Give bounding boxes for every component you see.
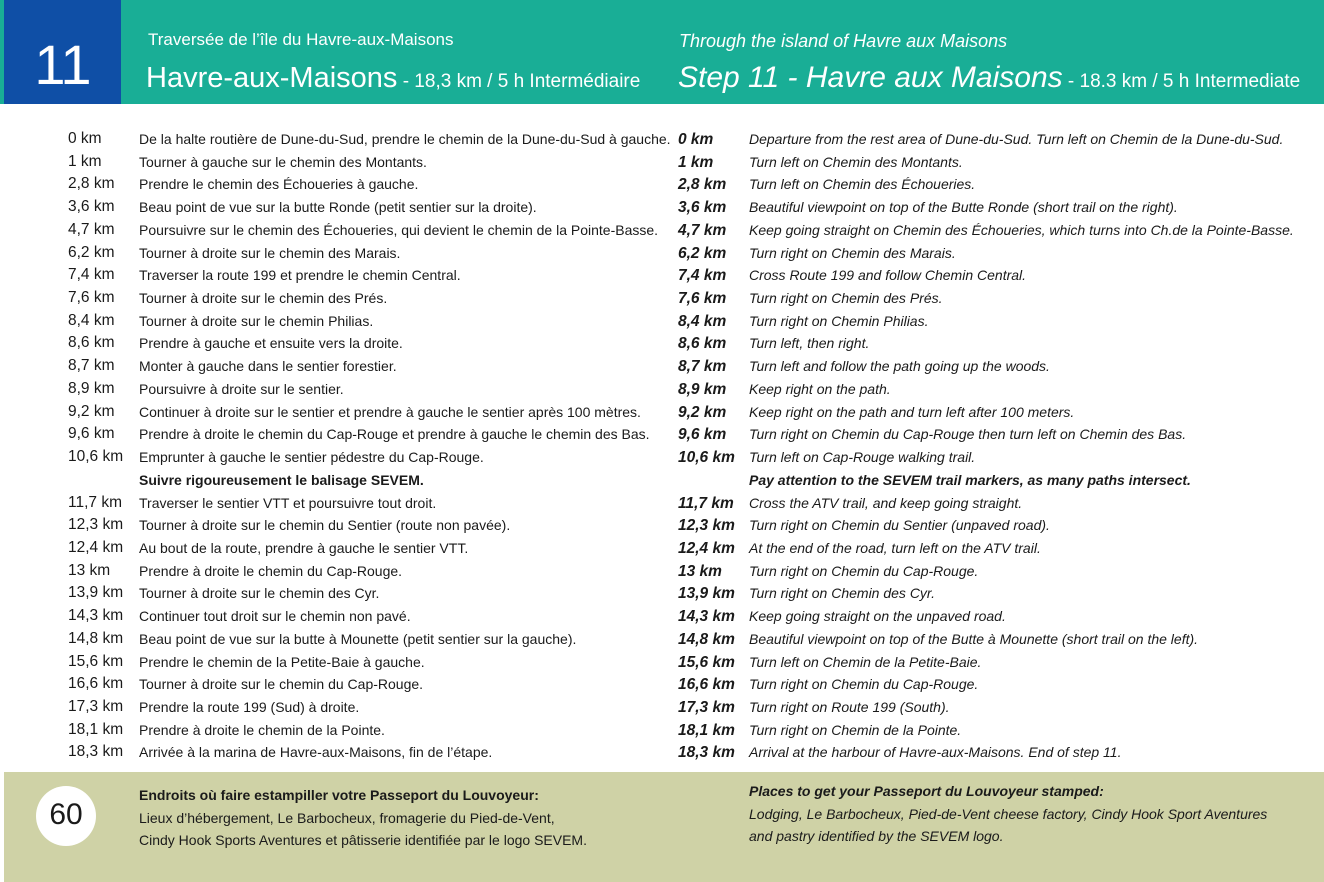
french-distance: 9,6 km <box>68 425 115 443</box>
english-instruction: Turn left on Chemin de la Petite-Baie. <box>749 653 982 670</box>
french-instruction: Tourner à droite sur le chemin Philias. <box>139 312 374 329</box>
english-instruction: Keep right on the path and turn left after 100 meters. <box>749 403 1075 420</box>
itinerary-table <box>0 128 1324 764</box>
english-instruction: Turn right on Chemin des Marais. <box>749 244 956 261</box>
step-number: 11 <box>34 33 91 96</box>
french-instruction: Tourner à droite sur le chemin du Sentier (route non pavée). <box>139 517 511 534</box>
english-instruction: Turn right on Chemin des Prés. <box>749 290 943 307</box>
english-instruction: Turn right on Chemin du Cap-Rouge then turn left on Chemin des Bas. <box>749 426 1187 443</box>
french-distance: 1 km <box>68 152 102 170</box>
french-instruction: Continuer à droite sur le sentier et prendre à gauche le sentier après 100 mètres. <box>139 403 641 420</box>
french-instruction: Prendre à droite le chemin du Cap-Rouge et prendre à gauche le chemin des Bas. <box>139 426 650 443</box>
french-distance: 7,4 km <box>68 266 115 284</box>
french-distance: 9,2 km <box>68 402 115 420</box>
french-distance: 14,3 km <box>68 607 124 625</box>
english-instruction: Departure from the rest area of Dune-du-Sud. Turn left on Chemin de la Dune-du-Sud. <box>749 131 1284 147</box>
french-distance: 6,2 km <box>68 243 115 261</box>
french-instruction: Tourner à droite sur le chemin des Marais. <box>139 244 401 261</box>
french-instruction: Monter à gauche dans le sentier forestier. <box>139 358 397 375</box>
french-distance: 17,3 km <box>68 697 124 715</box>
english-instruction: Turn right on Chemin des Cyr. <box>749 585 935 602</box>
french-distance: 8,7 km <box>68 357 115 375</box>
french-distance: 3,6 km <box>68 198 115 216</box>
french-instruction: Prendre le chemin des Échoueries à gauche. <box>139 176 419 193</box>
english-title-detail: - 18.3 km / 5 h Intermediate <box>1062 71 1301 92</box>
english-distance: 8,6 km <box>678 335 727 353</box>
itinerary-row <box>0 196 1324 219</box>
french-subtitle: Traversée de l’île du Havre-aux-Maisons <box>148 30 454 49</box>
itinerary-row <box>0 128 1324 151</box>
itinerary-row <box>0 492 1324 515</box>
itinerary-row <box>0 560 1324 583</box>
itinerary-row <box>0 537 1324 560</box>
english-stamp-line-1: Lodging, Le Barbocheux, Pied-de-Vent cheese factory, Cindy Hook Sport Aventures <box>749 805 1268 822</box>
english-distance: 13 km <box>678 562 722 580</box>
step-number-box <box>4 0 121 104</box>
french-title-detail: - 18,3 km / 5 h Intermédiaire <box>397 71 641 92</box>
french-stamp-line-2: Cindy Hook Sports Aventures et pâtisserie identifiée par le logo SEVEM. <box>139 832 587 848</box>
french-instruction: Poursuivre à droite sur le sentier. <box>139 380 344 397</box>
french-instruction: Tourner à droite sur le chemin des Prés. <box>139 290 388 307</box>
french-distance: 16,6 km <box>68 675 124 693</box>
english-instruction: Beautiful viewpoint on top of the Butte Ronde (short trail on the right). <box>749 199 1178 216</box>
french-distance: 18,3 km <box>68 743 124 761</box>
french-distance: 12,3 km <box>68 516 124 534</box>
english-instruction: Turn right on Chemin du Sentier (unpaved road). <box>749 517 1050 534</box>
french-instruction: Suivre rigoureusement le balisage SEVEM. <box>139 471 424 488</box>
itinerary-row <box>0 287 1324 310</box>
english-distance: 10,6 km <box>678 449 735 467</box>
page-number: 60 <box>49 798 83 831</box>
itinerary-row <box>0 310 1324 333</box>
english-instruction: Turn right on Chemin du Cap-Rouge. <box>749 562 979 579</box>
french-distance: 12,4 km <box>68 538 124 556</box>
english-distance: 18,1 km <box>678 721 735 739</box>
english-instruction: At the end of the road, turn left on the ATV trail. <box>749 539 1041 556</box>
itinerary-row <box>0 628 1324 651</box>
french-instruction: Prendre la route 199 (Sud) à droite. <box>139 698 360 715</box>
english-title-name: Step 11 - Havre aux Maisons <box>678 61 1063 94</box>
english-distance: 8,7 km <box>678 358 727 376</box>
english-distance: 18,3 km <box>678 744 735 762</box>
english-distance: 4,7 km <box>678 221 727 239</box>
english-instruction: Turn right on Chemin Philias. <box>749 312 929 329</box>
english-title <box>678 60 1300 100</box>
english-distance: 12,4 km <box>678 539 735 557</box>
french-instruction: Au bout de la route, prendre à gauche le sentier VTT. <box>139 539 469 556</box>
english-distance: 9,2 km <box>678 403 727 421</box>
english-instruction: Cross Route 199 and follow Chemin Central. <box>749 267 1027 284</box>
itinerary-row <box>0 173 1324 196</box>
french-instruction: Prendre à droite le chemin de la Pointe. <box>139 721 385 738</box>
french-distance: 18,1 km <box>68 720 124 738</box>
itinerary-row <box>0 469 1324 492</box>
french-distance: 7,6 km <box>68 289 115 307</box>
english-distance: 7,4 km <box>678 267 727 285</box>
french-distance: 13 km <box>68 561 111 579</box>
french-distance: 15,6 km <box>68 652 124 670</box>
french-instruction: Beau point de vue sur la butte Ronde (petit sentier sur la droite). <box>139 199 537 216</box>
french-instruction: Tourner à gauche sur le chemin des Montants. <box>139 153 427 170</box>
itinerary-row <box>0 219 1324 242</box>
french-distance: 11,7 km <box>68 493 122 511</box>
itinerary-row <box>0 355 1324 378</box>
french-stamp-info <box>139 784 587 852</box>
french-instruction: De la halte routière de Dune-du-Sud, prendre le chemin de la Dune-du-Sud à gauche. <box>139 131 671 147</box>
english-stamp-line-2: and pastry identified by the SEVEM logo. <box>749 828 1004 844</box>
french-stamp-line-1: Lieux d’hébergement, Le Barbocheux, fromagerie du Pied-de-Vent, <box>139 809 555 826</box>
itinerary-row <box>0 651 1324 674</box>
english-distance: 12,3 km <box>678 517 735 535</box>
french-instruction: Traverser le sentier VTT et poursuivre tout droit. <box>139 494 437 511</box>
itinerary-row <box>0 151 1324 174</box>
english-subtitle: Through the island of Havre aux Maisons <box>679 31 1008 51</box>
english-distance: 8,9 km <box>678 380 727 398</box>
english-instruction: Keep right on the path. <box>749 380 891 397</box>
french-instruction: Beau point de vue sur la butte à Mounette (petit sentier sur la gauche). <box>139 630 577 647</box>
french-stamp-heading: Endroits où faire estampiller votre Passeport du Louvoyeur: <box>139 787 539 803</box>
french-distance: 13,9 km <box>68 584 124 602</box>
itinerary-row <box>0 332 1324 355</box>
itinerary-row <box>0 423 1324 446</box>
itinerary-row <box>0 264 1324 287</box>
itinerary-row <box>0 673 1324 696</box>
itinerary-row <box>0 605 1324 628</box>
english-distance: 17,3 km <box>678 698 735 716</box>
french-distance: 2,8 km <box>68 175 115 193</box>
english-instruction: Pay attention to the SEVEM trail markers, as many paths intersect. <box>749 471 1191 488</box>
french-instruction: Continuer tout droit sur le chemin non pavé. <box>139 608 411 625</box>
english-stamp-info <box>749 780 1267 848</box>
french-instruction: Prendre le chemin de la Petite-Baie à gauche. <box>139 653 425 670</box>
english-instruction: Turn left, then right. <box>749 335 870 352</box>
itinerary-row <box>0 242 1324 265</box>
english-instruction: Turn left on Chemin des Échoueries. <box>749 176 976 193</box>
english-distance: 3,6 km <box>678 199 727 217</box>
english-instruction: Turn right on Chemin du Cap-Rouge. <box>749 676 979 693</box>
french-instruction: Prendre à droite le chemin du Cap-Rouge. <box>139 562 403 579</box>
page-header <box>0 0 1324 104</box>
english-instruction: Keep going straight on the unpaved road. <box>749 608 1006 625</box>
french-instruction: Prendre à gauche et ensuite vers la droite. <box>139 335 403 352</box>
french-instruction: Tourner à droite sur le chemin du Cap-Rouge. <box>139 676 424 693</box>
itinerary-row <box>0 741 1324 764</box>
french-instruction: Arrivée à la marina de Havre-aux-Maisons, fin de l’étape. <box>139 744 493 761</box>
english-instruction: Turn left on Cap-Rouge walking trail. <box>749 449 976 466</box>
english-instruction: Turn right on Chemin de la Pointe. <box>749 721 962 738</box>
itinerary-row <box>0 696 1324 719</box>
english-distance: 15,6 km <box>678 653 735 671</box>
english-distance: 13,9 km <box>678 585 735 603</box>
french-title-name: Havre-aux-Maisons <box>146 62 398 94</box>
english-stamp-heading: Places to get your Passeport du Louvoyeur stamped: <box>749 783 1104 799</box>
english-distance: 7,6 km <box>678 290 727 308</box>
french-distance: 8,9 km <box>68 379 115 397</box>
itinerary-row <box>0 446 1324 469</box>
french-title <box>146 60 640 100</box>
english-instruction: Turn left on Chemin des Montants. <box>749 153 963 170</box>
french-instruction: Traverser la route 199 et prendre le chemin Central. <box>139 267 461 284</box>
english-instruction: Turn right on Route 199 (South). <box>749 698 950 715</box>
french-instruction: Tourner à droite sur le chemin des Cyr. <box>139 585 380 602</box>
english-distance: 14,8 km <box>678 630 735 648</box>
french-distance: 10,6 km <box>68 448 124 466</box>
french-instruction: Poursuivre sur le chemin des Échoueries, qui devient le chemin de la Pointe-Basse. <box>139 221 659 238</box>
english-distance: 0 km <box>678 131 714 148</box>
french-distance: 14,8 km <box>68 629 124 647</box>
english-distance: 6,2 km <box>678 244 727 262</box>
french-distance: 4,7 km <box>68 220 115 238</box>
english-instruction: Arrival at the harbour of Havre-aux-Maisons. End of step 11. <box>749 744 1122 761</box>
english-distance: 16,6 km <box>678 676 735 694</box>
english-distance: 9,6 km <box>678 426 727 444</box>
itinerary-row <box>0 401 1324 424</box>
english-distance: 2,8 km <box>678 176 727 194</box>
english-distance: 1 km <box>678 153 714 171</box>
french-distance: 0 km <box>68 130 102 147</box>
french-instruction: Emprunter à gauche le sentier pédestre du Cap-Rouge. <box>139 449 484 466</box>
english-instruction: Keep going straight on Chemin des Échoueries, which turns into Ch.de la Pointe-Basse. <box>749 221 1294 238</box>
itinerary-row <box>0 719 1324 742</box>
itinerary-row <box>0 582 1324 605</box>
itinerary-row <box>0 514 1324 537</box>
english-distance: 8,4 km <box>678 312 727 330</box>
english-distance: 14,3 km <box>678 608 735 626</box>
french-distance: 8,4 km <box>68 311 115 329</box>
english-distance: 11,7 km <box>678 494 734 512</box>
french-distance: 8,6 km <box>68 334 115 352</box>
english-instruction: Turn left and follow the path going up the woods. <box>749 358 1050 375</box>
english-instruction: Beautiful viewpoint on top of the Butte à Mounette (short trail on the left). <box>749 630 1199 647</box>
itinerary-row <box>0 378 1324 401</box>
english-instruction: Cross the ATV trail, and keep going straight. <box>749 494 1023 511</box>
